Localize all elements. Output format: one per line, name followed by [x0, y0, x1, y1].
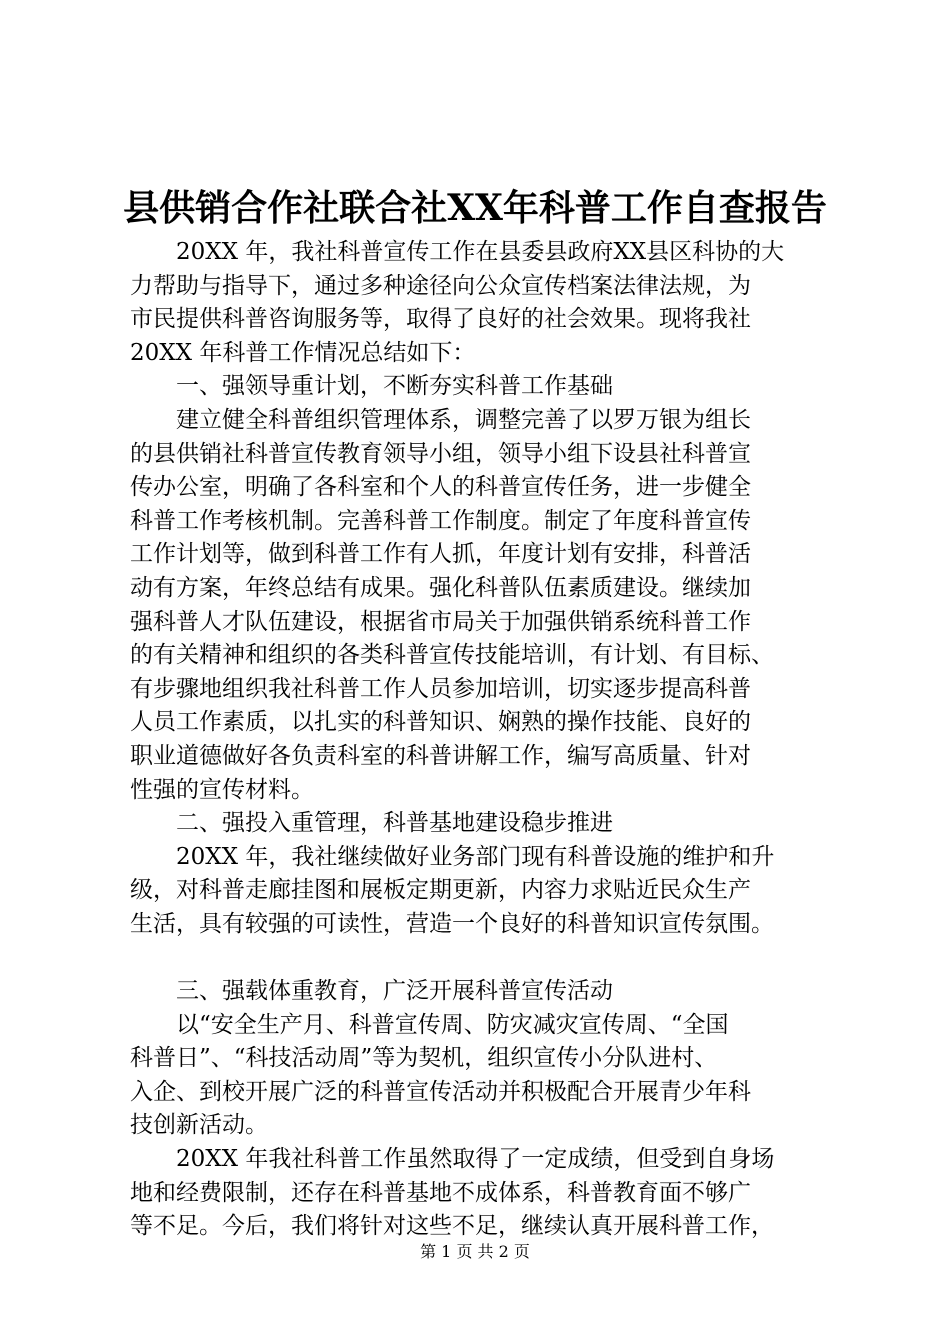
paragraph-line: 职业道德做好各负责科室的科普讲解工作，编写高质量、针对 [130, 742, 751, 769]
page-number-footer: 第 1 页 共 2 页 [420, 1242, 530, 1261]
paragraph-line: 20XX 年，我社科普宣传工作在县委县政府XX县区科协的大 [176, 239, 785, 265]
paragraph-line: 生活，具有较强的可读性，营造一个良好的科普知识宣传氛围。 [130, 910, 774, 937]
paragraph-line: 科普工作考核机制。完善科普工作制度。制定了年度科普宣传 [130, 507, 751, 534]
paragraph-line: 级，对科普走廊挂图和展板定期更新，内容力求贴近民众生产 [130, 877, 751, 904]
paragraph-line: 有步骤地组织我社科普工作人员参加培训，切实逐步提高科普 [130, 675, 751, 702]
paragraph-line: 等不足。今后，我们将针对这些不足，继续认真开展科普工作， [130, 1213, 774, 1240]
section-heading: 三、强载体重教育，广泛开展科普宣传活动 [176, 978, 613, 1005]
paragraph-line: 地和经费限制，还存在科普基地不成体系，科普教育面不够广 [130, 1179, 751, 1206]
paragraph-line: 以“安全生产月、科普宣传周、防灾减灾宣传周、“全国 [176, 1011, 729, 1038]
document-title: 县供销合作社联合社XX年科普工作自查报告 [123, 187, 827, 229]
paragraph-line: 的有关精神和组织的各类科普宣传技能培训，有计划、有目标、 [130, 642, 774, 669]
paragraph-line: 20XX 年我社科普工作虽然取得了一定成绩，但受到自身场 [176, 1146, 775, 1173]
blank-line [130, 941, 848, 975]
paragraph-line: 性强的宣传材料。 [130, 776, 314, 803]
document-body [130, 236, 848, 1244]
paragraph-line: 20XX 年科普工作情况总结如下： [130, 339, 476, 366]
paragraph-line: 力帮助与指导下，通过多种途径向公众宣传档案法律法规，为 [130, 272, 751, 299]
paragraph-line: 传办公室，明确了各科室和个人的科普宣传任务，进一步健全 [130, 474, 751, 501]
paragraph-line: 人员工作素质，以扎实的科普知识、娴熟的操作技能、良好的 [130, 709, 751, 736]
paragraph-line: 强科普人才队伍建设，根据省市局关于加强供销系统科普工作 [130, 608, 751, 635]
section-heading: 二、强投入重管理，科普基地建设稳步推进 [176, 810, 613, 837]
paragraph-line: 的县供销社科普宣传教育领导小组，领导小组下设县社科普宣 [130, 440, 751, 467]
paragraph-line: 动有方案，年终总结有成果。强化科普队伍素质建设。继续加 [130, 574, 751, 601]
paragraph-line: 技创新活动。 [130, 1112, 268, 1139]
paragraph-line: 工作计划等，做到科普工作有人抓，年度计划有安排，科普活 [130, 541, 751, 568]
paragraph-line: 建立健全科普组织管理体系，调整完善了以罗万银为组长 [176, 406, 751, 433]
paragraph-line: 市民提供科普咨询服务等，取得了良好的社会效果。现将我社 [130, 306, 751, 333]
paragraph-line: 20XX 年，我社继续做好业务部门现有科普设施的维护和升 [176, 843, 775, 870]
section-heading: 一、强领导重计划，不断夯实科普工作基础 [176, 373, 613, 400]
paragraph-line: 科普日”、“科技活动周”等为契机，组织宣传小分队进村、 [130, 1045, 718, 1072]
paragraph-line: 入企、到校开展广泛的科普宣传活动并积极配合开展青少年科 [130, 1078, 751, 1105]
